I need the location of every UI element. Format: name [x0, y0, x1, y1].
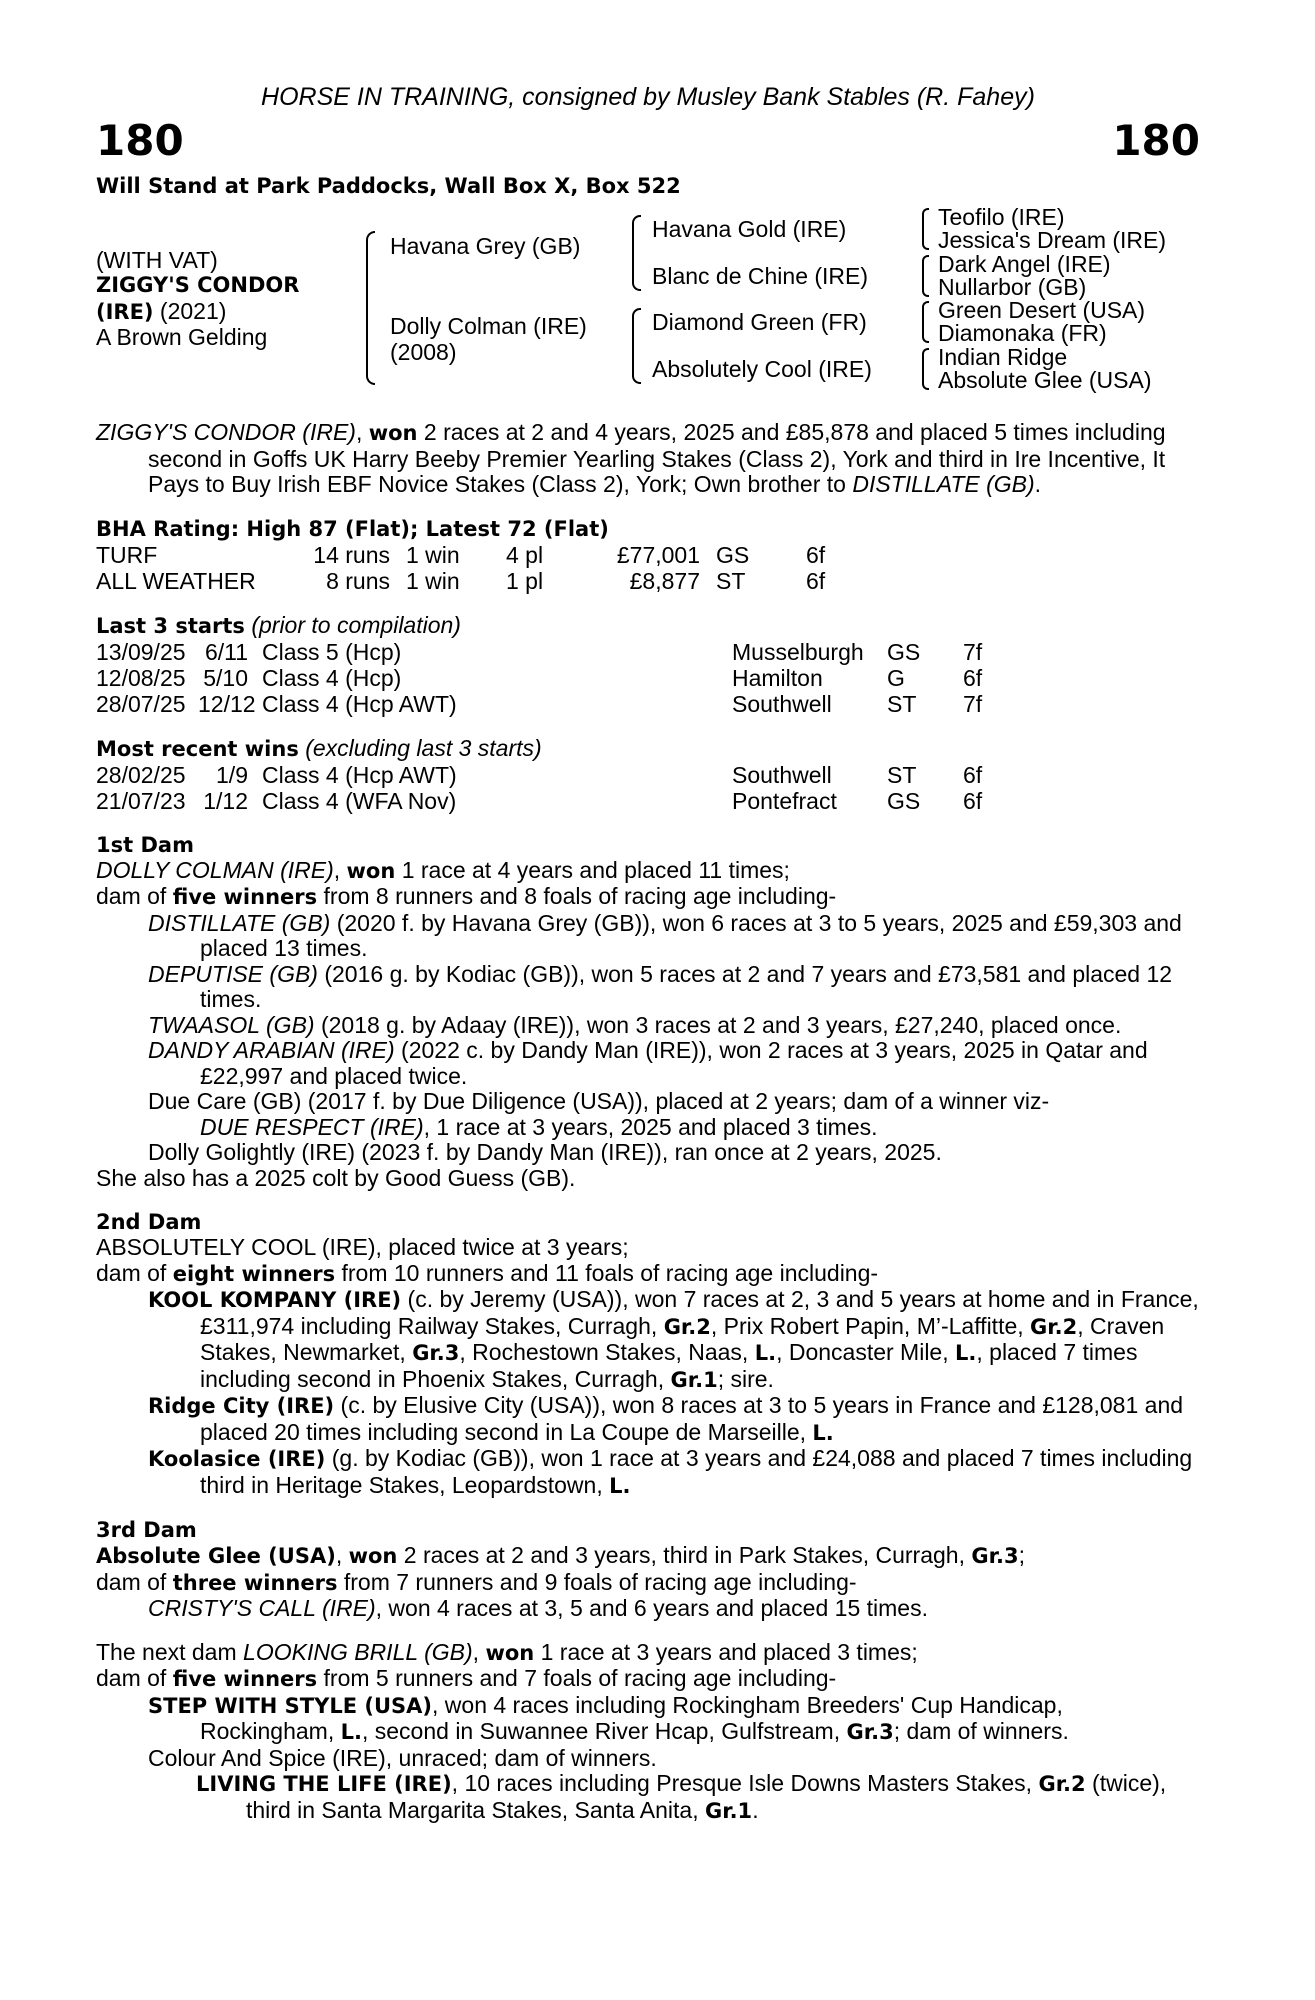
dam2-winners: eight winners	[172, 1261, 336, 1286]
race-position: 12/12	[198, 690, 256, 717]
pedigree-brace-g3-3	[922, 301, 929, 343]
progeny-name: Ridge City (IRE)	[148, 1394, 335, 1418]
race-going: G	[887, 664, 905, 691]
race-position: 6/11	[204, 638, 248, 665]
grade-badge: Gr.3	[412, 1341, 460, 1365]
race-position: 1/9	[216, 761, 248, 788]
progeny-due-care	[96, 1089, 1200, 1115]
grade-badge: Gr.1	[704, 1798, 753, 1823]
pedigree-grandparents	[652, 206, 914, 392]
third-dam-section: 3rd Dam Absolute Glee (USA), won 2 races at 2 and 3 years, third in Park Stakes, Curragh, Gr.3; dam of three winners from 7 runners and 9 foals of racing age including- CRISTY'S CALL (IRE), won 4 races at 3, 5 and 6 years and placed 15 times.	[96, 1517, 1200, 1622]
pedigree-g3-2: Dark Angel (IRE)	[938, 250, 1111, 277]
next-dam-name: LOOKING BRILL (GB)	[243, 1638, 473, 1665]
recent-wins-note: (excluding last 3 starts)	[305, 734, 542, 761]
pedigree-dam-year: (2008)	[390, 339, 457, 365]
rating-going: GS	[716, 541, 750, 568]
race-course: Hamilton	[732, 664, 823, 691]
pedigree-dam-dam: Absolutely Cool (IRE)	[652, 355, 872, 382]
grandprogeny-due-respect	[96, 1115, 1200, 1141]
grandprogeny-living-the-life	[96, 1771, 1200, 1824]
dam1-name: DOLLY COLMAN (IRE)	[96, 856, 334, 883]
progeny-name: DISTILLATE (GB)	[148, 909, 331, 936]
grade-badge: Gr.2	[663, 1314, 711, 1339]
rating-placed: 1 pl	[506, 567, 544, 594]
progeny-text: Due Care (GB) (2017 f. by Due Diligence (USA)), placed at 2 years; dam of a winner viz-	[148, 1088, 1050, 1114]
progeny-text: (c. by Elusive City (USA)), won 8 races at 3 to 5 years in France and £128,081 and placed 20 times including second in La Coupe de Marseille,	[200, 1392, 1184, 1445]
race-distance: 6f	[963, 761, 983, 788]
progeny-text: , 10 races including Presque Isle Downs Masters Stakes,	[451, 1770, 1039, 1796]
pedigree-table	[96, 206, 1200, 392]
race-summary: ZIGGY'S CONDOR (IRE), won 2 races at 2 and 4 years, 2025 and £85,878 and placed 5 times including second in Goffs UK Harry Beeby Premier Yearling Stakes (Class 2), York and third in Ire Incentive, It Pays to Buy Irish EBF Novice Stakes (Class 2), York; Own brother to DISTILLATE (GB).	[96, 419, 1166, 497]
race-class: Class 4 (Hcp AWT)	[262, 761, 457, 788]
progeny-distillate	[96, 911, 1200, 962]
summary-text: 2 races at 2 and 4 years, 2025 and £85,878 and placed 5 times including second in Goffs UK Harry Beeby Premier Yearling Stakes (Class 2), York and third in Ire Incentive, It Pays to Buy Irish EBF Novice Stakes (Class 2), York; Own brother to	[148, 419, 1166, 497]
consignor-line: HORSE IN TRAINING, consigned by Musley Bank Stables (R. Fahey)	[261, 83, 1035, 111]
dam3-record: 2 races at 2 and 3 years, third in Park Stakes, Curragh,	[397, 1542, 972, 1568]
race-row	[96, 762, 1200, 788]
dam2-record: ABSOLUTELY COOL (IRE), placed twice at 3 years;	[96, 1234, 629, 1260]
grade-badge: Gr.2	[1030, 1314, 1078, 1339]
dam3-dam-of: dam of	[96, 1568, 173, 1595]
next-dam-winners: five winners	[172, 1667, 318, 1691]
pedigree-brace-g3-col	[914, 206, 938, 392]
pedigree-g3-5: Diamonaka (FR)	[938, 320, 1107, 347]
next-dam-won: won	[485, 1640, 535, 1665]
dam1-winners: five winners	[172, 885, 318, 909]
rating-wins: 1 win	[406, 541, 460, 568]
progeny-text: , Doncaster Mile,	[776, 1339, 956, 1365]
rating-distance: 6f	[806, 541, 826, 568]
dam3-name: Absolute Glee (USA)	[96, 1544, 336, 1568]
dam2-produce: from 10 runners and 11 foals of racing age including-	[335, 1259, 879, 1286]
race-date: 21/07/23	[96, 787, 186, 814]
progeny-text: (2022 c. by Dandy Man (IRE)), won 2 races at 3 years, 2025 in Qatar and £22,997 and placed twice.	[200, 1037, 1148, 1089]
pedigree-brace-g3-4	[922, 348, 929, 390]
grade-badge: Gr.2	[1038, 1772, 1086, 1796]
progeny-name: LIVING THE LIFE (IRE)	[196, 1772, 452, 1796]
rating-surface: TURF	[96, 541, 158, 568]
pedigree-g3-7: Absolute Glee (USA)	[938, 366, 1152, 393]
race-class: Class 5 (Hcp)	[262, 638, 402, 665]
race-going: GS	[887, 638, 921, 665]
progeny-text: ; dam of winners.	[893, 1718, 1069, 1744]
race-going: ST	[887, 761, 917, 788]
progeny-text: , Craven Stakes, Newmarket,	[200, 1312, 1165, 1365]
next-dam-intro: The next dam	[96, 1638, 244, 1665]
progeny-text: , 1 race at 3 years, 2025 and placed 3 times.	[423, 1113, 878, 1140]
last-starts-note: (prior to compilation)	[251, 611, 461, 638]
race-date: 13/09/25	[96, 638, 186, 665]
dam1-dam-of: dam of	[96, 883, 173, 909]
dam1-won: won	[346, 858, 396, 883]
last-starts-title: Last 3 starts	[96, 613, 245, 638]
next-dam-section: The next dam LOOKING BRILL (GB), won 1 race at 3 years and placed 3 times; dam of five winners from 5 runners and 7 foals of racing age including- STEP WITH STYLE (USA), won 4 races including Rockingham Breeders' Cup Handicap, Rockingham, L., second in Suwannee River Hcap, Gulfstream, Gr.3; dam of winners. Colour And Spice (IRE), unraced; dam of winners. LIVING THE LIFE (IRE), 10 races including Presque Isle Downs Masters Stakes, Gr.2 (twice), third in Santa Margarita Stakes, Santa Anita, Gr.1.	[96, 1640, 1200, 1825]
pedigree-g3-4: Green Desert (USA)	[938, 297, 1146, 324]
progeny-name: CRISTY'S CALL (IRE)	[148, 1595, 376, 1621]
horse-description: A Brown Gelding	[96, 324, 268, 350]
progeny-dandy-arabian	[96, 1038, 1200, 1089]
progeny-name: KOOL KOMPANY (IRE)	[148, 1288, 402, 1312]
pedigree-great-grandparents	[938, 206, 1200, 392]
race-course: Musselburgh	[732, 638, 864, 665]
rating-row	[96, 568, 1200, 594]
dam1-record: 1 race at 4 years and placed 11 times;	[395, 856, 790, 883]
race-distance: 6f	[963, 787, 983, 814]
progeny-text: (c. by Jeremy (USA)), won 7 races at 2, 3 and 5 years at home and in France, £311,974 including Railway Stakes, Curragh,	[200, 1286, 1199, 1339]
rating-runs: 14 runs	[313, 541, 390, 568]
race-class: Class 4 (WFA Nov)	[262, 787, 457, 814]
summary-won: won	[368, 421, 418, 445]
pedigree-dam-sire: Diamond Green (FR)	[652, 309, 867, 336]
rating-placed: 4 pl	[506, 541, 544, 568]
progeny-text: , Rochestown Stakes, Naas,	[459, 1339, 755, 1365]
next-dam-dam-of: dam of	[96, 1665, 173, 1691]
grade-badge: Gr.3	[846, 1720, 894, 1744]
progeny-text: (2020 f. by Havana Grey (GB)), won 6 races at 3 to 5 years, 2025 and £59,303 and placed 13 times.	[200, 909, 1182, 961]
progeny-koolasice	[96, 1446, 1200, 1499]
horse-year: (2021)	[159, 297, 227, 324]
pedigree-brace-dam	[632, 308, 641, 384]
progeny-text: Dolly Golightly (IRE) (2023 f. by Dandy Man (IRE)), ran once at 2 years, 2025.	[148, 1139, 942, 1165]
dam1-also: She also has a 2025 colt by Good Guess (GB).	[96, 1164, 576, 1191]
race-course: Southwell	[732, 761, 832, 788]
progeny-text: .	[752, 1796, 759, 1823]
race-date: 12/08/25	[96, 664, 186, 691]
grade-badge: L.	[340, 1720, 362, 1744]
horse-country: (IRE)	[96, 299, 154, 324]
progeny-colour-and-spice: Colour And Spice (IRE), unraced; dam of winners.	[148, 1744, 657, 1771]
rating-going: ST	[716, 567, 746, 594]
stabling-location: Will Stand at Park Paddocks, Wall Box X, Box 522	[96, 174, 681, 198]
lot-number-bar	[96, 114, 1200, 168]
horse-name: ZIGGY'S CONDOR	[96, 273, 300, 297]
recent-wins-section	[96, 735, 1200, 814]
pedigree-brace-g3-1	[922, 208, 929, 250]
summary-brother: DISTILLATE (GB)	[852, 471, 1035, 497]
race-position: 5/10	[203, 664, 248, 691]
first-dam-section: 1st Dam DOLLY COLMAN (IRE), won 1 race at 4 years and placed 11 times; dam of five winners from 8 runners and 8 foals of racing age including- DISTILLATE (GB) (2020 f. by Havana Grey (GB)), won 6 races at 3 to 5 years, 2025 and £59,303 and placed 13 times. DEPUTISE (GB) (2016 g. by Kodiac (GB)), won 5 races at 2 and 7 years and £73,581 and placed 12 times. TWAASOL (GB) (2018 g. by Adaay (IRE)), won 3 races at 2 and 3 years, £27,240, placed once. DANDY ARABIAN (IRE) (2022 c. by Dandy Man (IRE)), won 2 races at 3 years, 2025 in Qatar and £22,997 and placed twice. Due Care (GB) (2017 f. by Due Diligence (USA)), placed at 2 years; dam of a winner viz- DUE RESPECT (IRE), 1 race at 3 years, 2025 and placed 3 times. Dolly Golightly (IRE) (2023 f. by Dandy Man (IRE)), ran once at 2 years, 2025. She also has a 2025 colt by Good Guess (GB).	[96, 832, 1200, 1192]
race-course: Southwell	[732, 690, 832, 717]
horse-identity	[96, 206, 356, 392]
grade-badge: L.	[754, 1341, 777, 1365]
rating-section	[96, 516, 1200, 594]
progeny-text: , placed 7 times including second in Phoenix Stakes, Curragh,	[200, 1339, 1138, 1392]
pedigree-parents	[390, 206, 622, 392]
second-dam-section	[96, 1209, 1200, 1499]
progeny-text: , second in Suwannee River Hcap, Gulfstream,	[361, 1718, 847, 1744]
race-course: Pontefract	[732, 787, 837, 814]
progeny-name: DANDY ARABIAN (IRE)	[148, 1037, 395, 1063]
vat-note: (WITH VAT)	[96, 246, 218, 273]
race-going: ST	[887, 690, 917, 717]
second-dam-heading: 2nd Dam	[96, 1210, 202, 1234]
rating-table	[96, 542, 1200, 594]
rating-prize: £8,877	[629, 567, 700, 594]
recent-wins-title: Most recent wins	[96, 736, 299, 761]
pedigree-sire: Havana Grey (GB)	[390, 233, 581, 259]
next-dam-record: 1 race at 3 years and placed 3 times;	[534, 1638, 918, 1665]
race-class: Class 4 (Hcp)	[262, 664, 402, 691]
rating-distance: 6f	[806, 567, 826, 594]
pedigree-brace-sire	[632, 215, 641, 291]
race-row	[96, 788, 1200, 814]
grade-badge: Gr.3	[971, 1544, 1019, 1568]
dam3-won: won	[348, 1544, 398, 1568]
pedigree-brace-main	[366, 231, 375, 385]
race-distance: 7f	[963, 638, 983, 665]
progeny-text: ; sire.	[717, 1365, 774, 1392]
progeny-name: TWAASOL (GB)	[148, 1011, 315, 1038]
race-distance: 7f	[963, 690, 983, 717]
recent-wins-table	[96, 762, 1200, 814]
progeny-step-with-style	[96, 1693, 1200, 1746]
last-starts-table	[96, 639, 1200, 717]
recent-wins-heading	[96, 735, 1200, 762]
rating-surface: ALL WEATHER	[96, 567, 256, 594]
summary-horse-name: ZIGGY'S CONDOR (IRE)	[96, 419, 356, 445]
race-going: GS	[887, 787, 921, 814]
progeny-kool-kompany	[96, 1287, 1200, 1393]
race-row	[96, 639, 1200, 665]
dam3-produce: from 7 runners and 9 foals of racing age including-	[337, 1568, 857, 1595]
race-row	[96, 665, 1200, 691]
progeny-name: STEP WITH STYLE (USA)	[148, 1693, 433, 1718]
progeny-twaasol	[96, 1013, 1200, 1039]
pedigree-brace-main-col	[356, 206, 390, 392]
progeny-deputise	[96, 962, 1200, 1013]
progeny-text: , won 4 races at 3, 5 and 6 years and placed 15 times.	[375, 1595, 928, 1621]
race-class: Class 4 (Hcp AWT)	[262, 690, 457, 717]
rating-wins: 1 win	[406, 567, 460, 594]
next-dam-produce: from 5 runners and 7 foals of racing age including-	[317, 1665, 837, 1691]
grade-badge: Gr.1	[670, 1367, 718, 1392]
pedigree-g3-1: Jessica's Dream (IRE)	[938, 227, 1167, 254]
race-distance: 6f	[963, 664, 983, 691]
progeny-name: DUE RESPECT (IRE)	[200, 1113, 424, 1140]
pedigree-sire-sire: Havana Gold (IRE)	[652, 216, 847, 243]
grade-badge: L.	[609, 1473, 631, 1498]
progeny-text: (g. by Kodiac (GB)), won 1 race at 3 years and £24,088 and placed 7 times including third in Heritage Stakes, Leopardstown,	[200, 1445, 1193, 1498]
race-position: 1/12	[203, 787, 248, 814]
summary-end: .	[1034, 471, 1042, 497]
race-date: 28/07/25	[96, 690, 186, 717]
first-dam-heading: 1st Dam	[96, 832, 194, 857]
progeny-name: Koolasice (IRE)	[148, 1447, 326, 1471]
dam1-produce: from 8 runners and 8 foals of racing age including-	[317, 883, 837, 909]
dam3-semi: ;	[1018, 1542, 1025, 1568]
grade-badge: L.	[812, 1420, 834, 1445]
bha-rating-heading: BHA Rating: High 87 (Flat); Latest 72 (Flat)	[96, 516, 609, 541]
race-date: 28/02/25	[96, 761, 186, 788]
dam2-dam-of: dam of	[96, 1259, 173, 1286]
progeny-text: (2018 g. by Adaay (IRE)), won 3 races at 2 and 3 years, £27,240, placed once.	[314, 1011, 1122, 1038]
lot-number-left: 180	[96, 116, 184, 165]
dam3-winners: three winners	[172, 1570, 338, 1595]
rating-row	[96, 542, 1200, 568]
pedigree-g3-3: Nullarbor (GB)	[938, 273, 1087, 300]
progeny-text: , won 4 races including Rockingham Breeders' Cup Handicap, Rockingham,	[200, 1691, 1063, 1744]
progeny-text: , Prix Robert Papin, M’-Laffitte,	[710, 1312, 1031, 1339]
pedigree-dam: Dolly Colman (IRE)	[390, 313, 587, 339]
last-starts-heading	[96, 612, 1200, 639]
pedigree-brace-mid-col	[622, 206, 652, 392]
progeny-text: (twice), third in Santa Margarita Stakes, Santa Anita,	[246, 1770, 1167, 1823]
rating-prize: £77,001	[616, 541, 700, 568]
pedigree-g3-0: Teofilo (IRE)	[938, 204, 1065, 230]
race-row	[96, 691, 1200, 717]
lot-number-right: 180	[1112, 116, 1200, 165]
progeny-text: (2016 g. by Kodiac (GB)), won 5 races at 2 and 7 years and £73,581 and placed 12 times.	[200, 960, 1173, 1012]
grade-badge: L.	[955, 1341, 977, 1365]
last-starts-section	[96, 612, 1200, 717]
progeny-cristys-call	[96, 1596, 1200, 1622]
pedigree-brace-g3-2	[922, 255, 929, 297]
progeny-name: DEPUTISE (GB)	[148, 960, 318, 987]
third-dam-heading: 3rd Dam	[96, 1518, 197, 1542]
pedigree-sire-dam: Blanc de Chine (IRE)	[652, 262, 869, 289]
rating-runs: 8 runs	[326, 567, 390, 594]
pedigree-g3-6: Indian Ridge	[938, 343, 1068, 370]
progeny-dolly-golightly	[96, 1140, 1200, 1166]
progeny-ridge-city	[96, 1393, 1200, 1446]
